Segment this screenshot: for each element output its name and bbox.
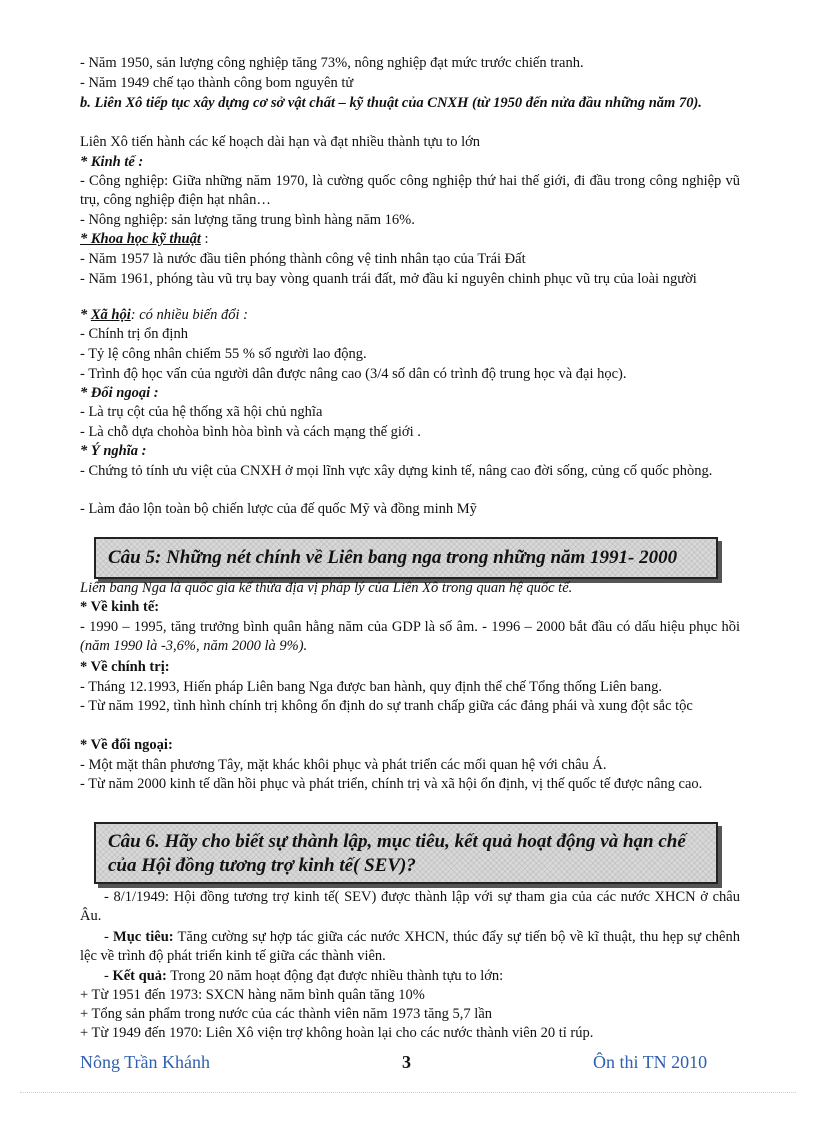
text-line: + Từ 1949 đến 1970: Liên Xô viện trợ không hoàn lại cho các nước thành viên 20 tỉ rúp. — [80, 1025, 594, 1041]
text-line: Liên bang Nga là quốc gia kế thừa địa vị pháp lý của Liên Xô trong quan hệ quốc tế. — [80, 580, 573, 596]
text-line: - Nông nghiệp: sản lượng tăng trung bình hàng năm 16%. — [80, 212, 415, 228]
subheading-khoa-hoc — [80, 230, 740, 249]
text-line: + Tổng sản phẩm trong nước của các thành viên năm 1973 tăng 5,7 lần — [80, 1006, 493, 1022]
text-line: - Trình độ học vấn của người dân được nâng cao (3/4 số dân có trình độ trung học và đại học). — [80, 366, 627, 382]
text-run: Trong 20 năm hoạt động đạt được nhiều thành tựu to lớn: — [166, 968, 504, 984]
text-paragraph: - Từ năm 2000 kinh tế dần hồi phục và phát triển, chính trị và xã hội ổn định, vị thế quốc tế được nâng cao. — [80, 776, 703, 792]
subheading-xa-hoi — [80, 306, 740, 325]
footer-page-number: 3 — [402, 1052, 411, 1072]
text-line: - Tháng 12.1993, Hiến pháp Liên bang Nga được ban hành, quy định thể chế Tổng thống Liên bang. — [80, 679, 662, 695]
text-paragraph: - Mục tiêu: Tăng cường sự hợp tác giữa các nước XHCN, thúc đẩy sự tiến bộ về kĩ thuật, thu hẹp sự chênh lệc về trình độ phát triển kinh tế giữa các thành viên. — [80, 929, 740, 964]
text-paragraph: - Năm 1961, phóng tàu vũ trụ bay vòng quanh trái đất, mở đầu kỉ nguyên chinh phục vũ trụ của loài người — [80, 271, 697, 287]
text-line: - Năm 1957 là nước đầu tiên phóng thành công vệ tinh nhân tạo của Trái Đất — [80, 251, 526, 267]
subheading-y-nghia: * Ý nghĩa : — [80, 443, 147, 459]
question-6-title: Câu 6. Hãy cho biết sự thành lập, mục tiêu, kết quả hoạt động và hạn chế của Hội đồng tương trợ kinh tế( SEV)? — [108, 831, 686, 876]
text-line: - Một mặt thân phương Tây, mặt khác khôi phục và phát triển các mối quan hệ với châu Á. — [80, 757, 607, 773]
subheading-tail: : — [200, 231, 209, 247]
subheading-doi-ngoai: * Về đối ngoại: — [80, 737, 173, 753]
page-divider — [20, 1092, 796, 1093]
text-run: - 1990 – 1995, tăng trưởng bình quân hằng năm của GDP là số âm. - 1996 – 2000 bắt đầu có dấu hiệu phục hồi — [80, 619, 740, 635]
text-paragraph: - Công nghiệp: Giữa những năm 1970, là cường quốc công nghiệp thứ hai thế giới, đi đầu trong công nghiệp vũ trụ, công nghiệp điện hạt nhân… — [80, 173, 740, 208]
text-line: - Tỷ lệ công nhân chiếm 55 % số người lao động. — [80, 346, 367, 362]
text-line: - Là chỗ dựa chohòa bình hòa bình và cách mạng thế giới . — [80, 424, 421, 440]
text-line: + Từ 1951 đến 1973: SXCN hàng năm bình quân tăng 10% — [80, 987, 425, 1003]
text-line: - Là trụ cột của hệ thống xã hội chủ nghĩa — [80, 404, 323, 420]
label-muc-tieu: Mục tiêu: — [113, 929, 174, 945]
star-mark: * — [80, 307, 91, 323]
text-line: - Kết quả: Trong 20 năm hoạt động đạt được nhiều thành tựu to lớn: — [104, 968, 504, 984]
subheading-chinh-tri: * Về chính trị: — [80, 659, 170, 675]
subheading-kinh-te: * Về kinh tế: — [80, 599, 160, 615]
text-run-italic: (năm 1990 là -3,6%, năm 2000 là 9%). — [80, 638, 308, 654]
text-line: - Làm đảo lộn toàn bộ chiến lược của đế quốc Mỹ và đồng minh Mỹ — [80, 501, 477, 517]
text-line: - Năm 1950, sản lượng công nghiệp tăng 73%, nông nghiệp đạt mức trước chiến tranh. — [80, 55, 584, 71]
subheading-label: * Khoa học kỹ thuật — [80, 231, 201, 247]
question-6-box — [94, 822, 718, 884]
label-ket-qua: Kết quả: — [112, 968, 167, 984]
subheading-kinh-te: * Kinh tế : — [80, 154, 144, 170]
question-5-title: Câu 5: Những nét chính về Liên bang nga trong những năm 1991- 2000 — [108, 547, 678, 568]
text-paragraph: - 8/1/1949: Hội đồng tương trợ kinh tế( SEV) được thành lập với sự tham gia của các nước XHCN ở châu Âu. — [80, 889, 740, 924]
text-paragraph: - Từ năm 1992, tình hình chính trị không ổn định do sự tranh chấp giữa các đảng phái và xung đột sắc tộc — [80, 698, 693, 714]
footer-author: Nông Trần Khánh — [80, 1052, 211, 1072]
subheading-label: Xã hội — [90, 307, 131, 323]
text-line: Liên Xô tiến hành các kế hoạch dài hạn và đạt nhiều thành tựu to lớn — [80, 134, 481, 150]
footer-course: Ôn thi TN 2010 — [593, 1052, 708, 1072]
text-paragraph — [80, 618, 740, 656]
text-line: - Chính trị ổn định — [80, 326, 188, 342]
subheading-tail: : có nhiều biến đổi : — [130, 307, 248, 323]
text-run: Tăng cường sự hợp tác giữa các nước XHCN, thúc đẩy sự tiến bộ về kĩ thuật, thu hẹp sự chênh lệc về trình độ phát triển kinh tế giữa các thành viên. — [80, 929, 740, 964]
text-paragraph: - Chứng tỏ tính ưu việt của CNXH ở mọi lĩnh vực xây dựng kinh tế, nâng cao đời sống, củng cố quốc phòng. — [80, 463, 713, 479]
text-line: - Năm 1949 chế tạo thành công bom nguyên tử — [80, 75, 354, 91]
question-5-box — [94, 537, 718, 579]
section-heading: b. Liên Xô tiếp tục xây dựng cơ sở vật chất – kỹ thuật của CNXH (từ 1950 đến nửa đầu những năm 70). — [80, 95, 702, 111]
subheading-doi-ngoai: * Đối ngoại : — [80, 385, 159, 401]
